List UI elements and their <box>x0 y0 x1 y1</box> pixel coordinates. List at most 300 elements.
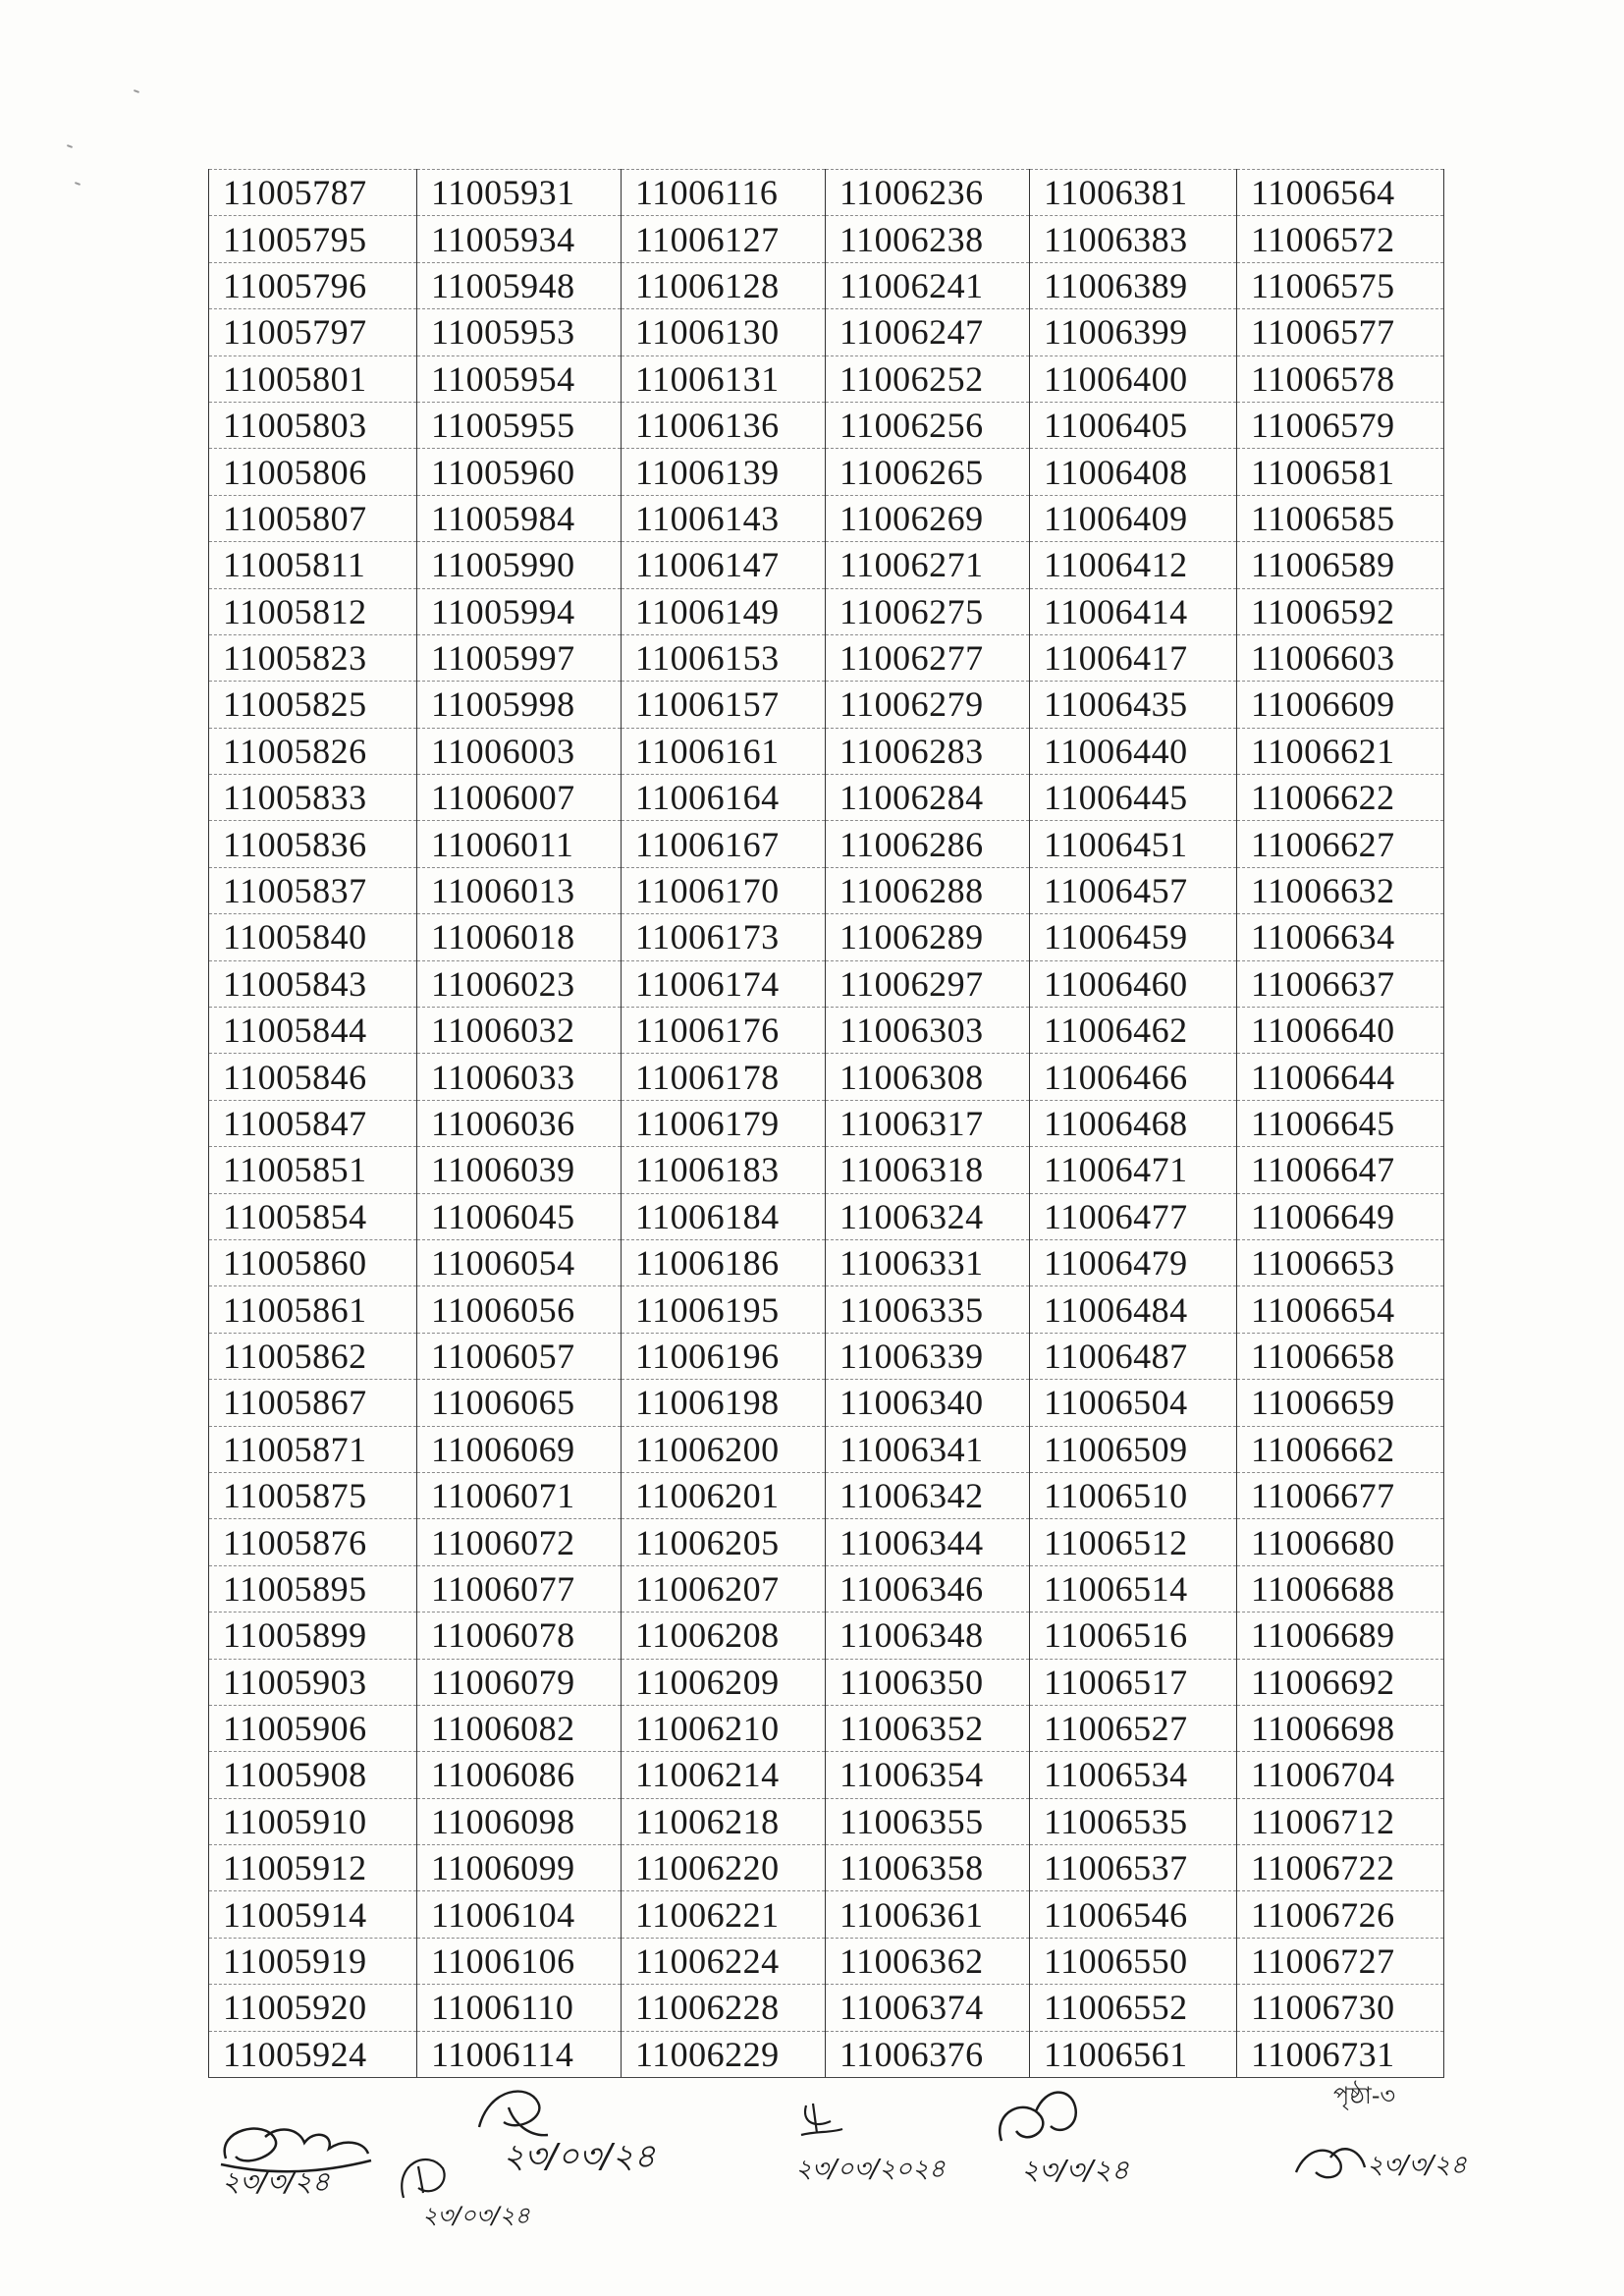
table-row <box>209 1565 1444 1612</box>
id-number-cell: 11006277 <box>826 634 1030 681</box>
id-number-cell: 11006640 <box>1237 1008 1444 1054</box>
id-number-cell: 11006269 <box>826 495 1030 541</box>
table-row <box>209 914 1444 960</box>
id-number-cell: 11005851 <box>209 1147 417 1193</box>
id-number-cell: 11006196 <box>622 1333 826 1379</box>
table-row <box>209 728 1444 774</box>
id-number-cell: 11006275 <box>826 588 1030 634</box>
table-row <box>209 449 1444 495</box>
id-number-cell: 11006110 <box>417 1985 622 2031</box>
id-number-cell: 11006712 <box>1237 1798 1444 1844</box>
id-number-cell: 11005796 <box>209 262 417 308</box>
id-table-body <box>209 170 1444 2078</box>
id-number-cell: 11005998 <box>417 682 622 728</box>
id-number-cell: 11005920 <box>209 1985 417 2031</box>
id-number-cell: 11006362 <box>826 1938 1030 1984</box>
id-number-cell: 11006589 <box>1237 542 1444 588</box>
id-number-cell: 11005826 <box>209 728 417 774</box>
id-number-cell: 11006086 <box>417 1752 622 1798</box>
id-number-cell: 11006417 <box>1030 634 1237 681</box>
table-row <box>209 1705 1444 1751</box>
id-number-cell: 11006358 <box>826 1845 1030 1891</box>
id-number-cell: 11005934 <box>417 216 622 262</box>
id-number-cell: 11006139 <box>622 449 826 495</box>
id-number-cell: 11006079 <box>417 1659 622 1705</box>
id-number-cell: 11006318 <box>826 1147 1030 1193</box>
id-number-cell: 11006504 <box>1030 1380 1237 1426</box>
id-number-cell: 11006654 <box>1237 1286 1444 1333</box>
id-number-cell: 11006288 <box>826 867 1030 913</box>
id-number-cell: 11006072 <box>417 1519 622 1565</box>
id-number-cell: 11006130 <box>622 309 826 355</box>
id-number-cell: 11006200 <box>622 1426 826 1472</box>
id-number-cell: 11006414 <box>1030 588 1237 634</box>
id-number-cell: 11006435 <box>1030 682 1237 728</box>
id-number-cell: 11006161 <box>622 728 826 774</box>
id-number-cell: 11006592 <box>1237 588 1444 634</box>
id-number-cell: 11006688 <box>1237 1565 1444 1612</box>
id-number-cell: 11005787 <box>209 170 417 216</box>
id-number-cell: 11006653 <box>1237 1239 1444 1285</box>
signature-date: ২৩/০৩/২০২৪ <box>795 2155 946 2184</box>
id-number-cell: 11006335 <box>826 1286 1030 1333</box>
table-row <box>209 588 1444 634</box>
id-number-cell: 11006289 <box>826 914 1030 960</box>
id-number-cell: 11006106 <box>417 1938 622 1984</box>
id-number-cell: 11006632 <box>1237 867 1444 913</box>
signature-date: ২৩/৩/২৪ <box>1367 2151 1468 2180</box>
id-number-cell: 11005960 <box>417 449 622 495</box>
id-number-cell: 11005807 <box>209 495 417 541</box>
id-number-cell: 11006374 <box>826 1985 1030 2031</box>
id-number-cell: 11005846 <box>209 1054 417 1100</box>
id-number-cell: 11006131 <box>622 355 826 402</box>
id-number-cell: 11006535 <box>1030 1798 1237 1844</box>
id-number-cell: 11006218 <box>622 1798 826 1844</box>
id-number-cell: 11006209 <box>622 1659 826 1705</box>
id-number-cell: 11006286 <box>826 821 1030 867</box>
id-number-cell: 11006018 <box>417 914 622 960</box>
id-number-cell: 11006279 <box>826 682 1030 728</box>
id-number-cell: 11006164 <box>622 775 826 821</box>
id-number-cell: 11005997 <box>417 634 622 681</box>
table-row <box>209 1054 1444 1100</box>
id-number-cell: 11006186 <box>622 1239 826 1285</box>
table-row <box>209 775 1444 821</box>
table-row <box>209 821 1444 867</box>
id-number-cell: 11006297 <box>826 960 1030 1007</box>
id-number-cell: 11006176 <box>622 1008 826 1054</box>
id-number-cell: 11006457 <box>1030 867 1237 913</box>
id-number-cell: 11005954 <box>417 355 622 402</box>
id-number-cell: 11006208 <box>622 1613 826 1659</box>
id-number-cell: 11006339 <box>826 1333 1030 1379</box>
id-number-cell: 11006198 <box>622 1380 826 1426</box>
id-number-cell: 11006680 <box>1237 1519 1444 1565</box>
id-number-cell: 11006011 <box>417 821 622 867</box>
id-number-cell: 11006032 <box>417 1008 622 1054</box>
id-number-cell: 11005948 <box>417 262 622 308</box>
id-number-cell: 11005803 <box>209 402 417 448</box>
table-row <box>209 1752 1444 1798</box>
id-number-cell: 11006205 <box>622 1519 826 1565</box>
id-number-cell: 11006220 <box>622 1845 826 1891</box>
id-number-cell: 11006099 <box>417 1845 622 1891</box>
id-number-cell: 11006303 <box>826 1008 1030 1054</box>
table-row <box>209 1193 1444 1239</box>
table-row <box>209 1100 1444 1146</box>
id-number-cell: 11005801 <box>209 355 417 402</box>
id-number-cell: 11006201 <box>622 1472 826 1518</box>
id-number-cell: 11006045 <box>417 1193 622 1239</box>
id-number-cell: 11006352 <box>826 1705 1030 1751</box>
id-number-cell: 11006645 <box>1237 1100 1444 1146</box>
id-number-cell: 11006644 <box>1237 1054 1444 1100</box>
id-number-cell: 11006408 <box>1030 449 1237 495</box>
table-row <box>209 1472 1444 1518</box>
id-number-cell: 11006527 <box>1030 1705 1237 1751</box>
id-number-cell: 11005843 <box>209 960 417 1007</box>
id-number-cell: 11006479 <box>1030 1239 1237 1285</box>
signature-scribble <box>791 2094 850 2153</box>
id-number-cell: 11005906 <box>209 1705 417 1751</box>
id-number-cell: 11006471 <box>1030 1147 1237 1193</box>
id-number-cell: 11005912 <box>209 1845 417 1891</box>
id-number-cell: 11006704 <box>1237 1752 1444 1798</box>
id-number-cell: 11005924 <box>209 2031 417 2077</box>
id-number-cell: 11006658 <box>1237 1333 1444 1379</box>
id-number-cell: 11005953 <box>417 309 622 355</box>
id-number-table <box>208 169 1444 2078</box>
scan-speck <box>67 144 73 148</box>
id-number-cell: 11006348 <box>826 1613 1030 1659</box>
table-row <box>209 542 1444 588</box>
id-number-cell: 11005903 <box>209 1659 417 1705</box>
id-number-cell: 11005840 <box>209 914 417 960</box>
table-row <box>209 960 1444 1007</box>
id-number-cell: 11006346 <box>826 1565 1030 1612</box>
id-number-cell: 11006581 <box>1237 449 1444 495</box>
signature-date: ২৩/৩/২৪ <box>222 2165 330 2198</box>
id-number-cell: 11006440 <box>1030 728 1237 774</box>
id-number-cell: 11006221 <box>622 1891 826 1938</box>
id-number-cell: 11006550 <box>1030 1938 1237 1984</box>
id-number-cell: 11006376 <box>826 2031 1030 2077</box>
id-number-cell: 11006127 <box>622 216 826 262</box>
table-row <box>209 355 1444 402</box>
id-number-cell: 11006184 <box>622 1193 826 1239</box>
table-row <box>209 1333 1444 1379</box>
id-number-cell: 11006649 <box>1237 1193 1444 1239</box>
id-number-cell: 11006157 <box>622 682 826 728</box>
id-number-cell: 11006484 <box>1030 1286 1237 1333</box>
id-number-cell: 11006477 <box>1030 1193 1237 1239</box>
id-number-cell: 11006572 <box>1237 216 1444 262</box>
table-row <box>209 170 1444 216</box>
id-number-cell: 11006405 <box>1030 402 1237 448</box>
id-number-cell: 11006077 <box>417 1565 622 1612</box>
id-number-cell: 11005876 <box>209 1519 417 1565</box>
id-number-cell: 11006634 <box>1237 914 1444 960</box>
id-number-cell: 11006128 <box>622 262 826 308</box>
id-number-cell: 11006178 <box>622 1054 826 1100</box>
id-number-cell: 11006252 <box>826 355 1030 402</box>
table-row <box>209 1426 1444 1472</box>
id-number-cell: 11005955 <box>417 402 622 448</box>
id-number-cell: 11006207 <box>622 1565 826 1612</box>
table-row <box>209 1659 1444 1705</box>
id-number-cell: 11005861 <box>209 1286 417 1333</box>
id-number-cell: 11005797 <box>209 309 417 355</box>
id-number-cell: 11006561 <box>1030 2031 1237 2077</box>
id-number-cell: 11005910 <box>209 1798 417 1844</box>
id-number-cell: 11006013 <box>417 867 622 913</box>
id-number-cell: 11006271 <box>826 542 1030 588</box>
id-number-cell: 11005847 <box>209 1100 417 1146</box>
id-number-cell: 11006104 <box>417 1891 622 1938</box>
signature-scribble <box>1286 2133 1375 2192</box>
id-number-cell: 11005899 <box>209 1613 417 1659</box>
id-number-cell: 11005875 <box>209 1472 417 1518</box>
id-number-cell: 11006238 <box>826 216 1030 262</box>
id-number-cell: 11005867 <box>209 1380 417 1426</box>
id-number-cell: 11005837 <box>209 867 417 913</box>
id-number-cell: 11006149 <box>622 588 826 634</box>
id-number-cell: 11006098 <box>417 1798 622 1844</box>
id-number-cell: 11006585 <box>1237 495 1444 541</box>
id-number-cell: 11005931 <box>417 170 622 216</box>
table-row <box>209 1891 1444 1938</box>
id-number-cell: 11006445 <box>1030 775 1237 821</box>
id-number-cell: 11006726 <box>1237 1891 1444 1938</box>
signature-row <box>0 2043 1624 2296</box>
id-number-cell: 11006451 <box>1030 821 1237 867</box>
id-number-cell: 11006071 <box>417 1472 622 1518</box>
id-number-cell: 11006284 <box>826 775 1030 821</box>
scan-speck <box>75 182 81 186</box>
id-number-cell: 11005984 <box>417 495 622 541</box>
id-number-cell: 11006283 <box>826 728 1030 774</box>
id-number-cell: 11006578 <box>1237 355 1444 402</box>
id-number-cell: 11006308 <box>826 1054 1030 1100</box>
table-row <box>209 495 1444 541</box>
table-row <box>209 1519 1444 1565</box>
table-row <box>209 402 1444 448</box>
id-number-cell: 11006147 <box>622 542 826 588</box>
id-number-cell: 11005836 <box>209 821 417 867</box>
id-number-cell: 11005854 <box>209 1193 417 1239</box>
id-number-cell: 11006462 <box>1030 1008 1237 1054</box>
id-number-cell: 11006730 <box>1237 1985 1444 2031</box>
id-number-cell: 11006195 <box>622 1286 826 1333</box>
id-number-cell: 11006621 <box>1237 728 1444 774</box>
id-number-cell: 11005811 <box>209 542 417 588</box>
signature-date: ২৩/০৩/২৪ <box>422 2202 530 2229</box>
id-number-cell: 11006344 <box>826 1519 1030 1565</box>
id-number-cell: 11006399 <box>1030 309 1237 355</box>
id-number-cell: 11006265 <box>826 449 1030 495</box>
id-number-cell: 11006627 <box>1237 821 1444 867</box>
id-number-cell: 11006460 <box>1030 960 1237 1007</box>
id-number-cell: 11006210 <box>622 1705 826 1751</box>
id-number-cell: 11005795 <box>209 216 417 262</box>
id-number-cell: 11006603 <box>1237 634 1444 681</box>
id-number-cell: 11005990 <box>417 542 622 588</box>
id-number-cell: 11006409 <box>1030 495 1237 541</box>
id-number-cell: 11006214 <box>622 1752 826 1798</box>
signature-date: ২৩/০৩/২৪ <box>503 2137 656 2176</box>
table-row <box>209 1008 1444 1054</box>
id-number-cell: 11005871 <box>209 1426 417 1472</box>
id-number-cell: 11006466 <box>1030 1054 1237 1100</box>
id-number-cell: 11006331 <box>826 1239 1030 1285</box>
table-row <box>209 1380 1444 1426</box>
id-number-cell: 11006340 <box>826 1380 1030 1426</box>
id-number-cell: 11006354 <box>826 1752 1030 1798</box>
id-number-cell: 11006007 <box>417 775 622 821</box>
id-number-cell: 11006324 <box>826 1193 1030 1239</box>
id-number-cell: 11006078 <box>417 1613 622 1659</box>
id-number-cell: 11006509 <box>1030 1426 1237 1472</box>
id-number-cell: 11006577 <box>1237 309 1444 355</box>
table-row <box>209 682 1444 728</box>
id-number-cell: 11006167 <box>622 821 826 867</box>
table-row <box>209 1798 1444 1844</box>
id-number-cell: 11006069 <box>417 1426 622 1472</box>
id-number-cell: 11006579 <box>1237 402 1444 448</box>
id-number-cell: 11005812 <box>209 588 417 634</box>
id-number-cell: 11006256 <box>826 402 1030 448</box>
id-number-cell: 11005895 <box>209 1565 417 1612</box>
id-number-cell: 11006517 <box>1030 1659 1237 1705</box>
table-row <box>209 1845 1444 1891</box>
id-number-cell: 11006381 <box>1030 170 1237 216</box>
id-number-cell: 11005862 <box>209 1333 417 1379</box>
id-number-cell: 11006247 <box>826 309 1030 355</box>
id-number-cell: 11006065 <box>417 1380 622 1426</box>
id-number-cell: 11006342 <box>826 1472 1030 1518</box>
id-number-cell: 11006355 <box>826 1798 1030 1844</box>
id-number-cell: 11006143 <box>622 495 826 541</box>
id-number-cell: 11006412 <box>1030 542 1237 588</box>
id-number-cell: 11006677 <box>1237 1472 1444 1518</box>
id-number-cell: 11005914 <box>209 1891 417 1938</box>
id-number-cell: 11005860 <box>209 1239 417 1285</box>
id-number-cell: 11005994 <box>417 588 622 634</box>
id-number-cell: 11006241 <box>826 262 1030 308</box>
table-row <box>209 1938 1444 1984</box>
id-number-cell: 11006459 <box>1030 914 1237 960</box>
table-row <box>209 1286 1444 1333</box>
id-number-cell: 11005823 <box>209 634 417 681</box>
id-number-cell: 11006400 <box>1030 355 1237 402</box>
id-number-cell: 11006510 <box>1030 1472 1237 1518</box>
id-number-cell: 11006056 <box>417 1286 622 1333</box>
id-number-cell: 11006136 <box>622 402 826 448</box>
id-number-cell: 11006174 <box>622 960 826 1007</box>
id-number-cell: 11006153 <box>622 634 826 681</box>
id-number-cell: 11006116 <box>622 170 826 216</box>
table-row <box>209 634 1444 681</box>
id-number-cell: 11006183 <box>622 1147 826 1193</box>
table-row <box>209 262 1444 308</box>
id-number-cell: 11006350 <box>826 1659 1030 1705</box>
id-number-cell: 11006039 <box>417 1147 622 1193</box>
id-number-cell: 11006361 <box>826 1891 1030 1938</box>
table-row <box>209 1239 1444 1285</box>
id-number-cell: 11006698 <box>1237 1705 1444 1751</box>
id-number-cell: 11005806 <box>209 449 417 495</box>
signature-date: ২৩/৩/২৪ <box>1021 2154 1129 2186</box>
id-number-cell: 11006662 <box>1237 1426 1444 1472</box>
id-number-cell: 11005908 <box>209 1752 417 1798</box>
id-number-cell: 11006173 <box>622 914 826 960</box>
id-number-cell: 11006224 <box>622 1938 826 1984</box>
id-number-cell: 11006003 <box>417 728 622 774</box>
id-number-cell: 11006659 <box>1237 1380 1444 1426</box>
id-number-cell: 11006317 <box>826 1100 1030 1146</box>
table-row <box>209 1985 1444 2031</box>
id-number-cell: 11005919 <box>209 1938 417 1984</box>
id-number-cell: 11006552 <box>1030 1985 1237 2031</box>
id-number-cell: 11006054 <box>417 1239 622 1285</box>
page-number-label: পৃষ্ঠা-৩ <box>1333 2082 1396 2109</box>
table-row <box>209 867 1444 913</box>
id-number-cell: 11006622 <box>1237 775 1444 821</box>
id-number-cell: 11006389 <box>1030 262 1237 308</box>
id-number-cell: 11006170 <box>622 867 826 913</box>
id-number-cell: 11006692 <box>1237 1659 1444 1705</box>
id-number-cell: 11006023 <box>417 960 622 1007</box>
id-number-cell: 11006383 <box>1030 216 1237 262</box>
id-number-cell: 11006179 <box>622 1100 826 1146</box>
id-number-cell: 11006341 <box>826 1426 1030 1472</box>
id-number-cell: 11006609 <box>1237 682 1444 728</box>
id-number-cell: 11006512 <box>1030 1519 1237 1565</box>
id-number-cell: 11006637 <box>1237 960 1444 1007</box>
id-number-cell: 11005844 <box>209 1008 417 1054</box>
id-number-cell: 11006564 <box>1237 170 1444 216</box>
id-number-cell: 11006575 <box>1237 262 1444 308</box>
id-number-cell: 11006229 <box>622 2031 826 2077</box>
id-number-cell: 11006114 <box>417 2031 622 2077</box>
scan-speck <box>134 89 139 93</box>
id-number-cell: 11006516 <box>1030 1613 1237 1659</box>
table-row <box>209 1147 1444 1193</box>
id-number-cell: 11006057 <box>417 1333 622 1379</box>
id-number-cell: 11006727 <box>1237 1938 1444 1984</box>
id-number-cell: 11006036 <box>417 1100 622 1146</box>
id-number-cell: 11006689 <box>1237 1613 1444 1659</box>
id-number-cell: 11006487 <box>1030 1333 1237 1379</box>
id-number-cell: 11006468 <box>1030 1100 1237 1146</box>
id-number-cell: 11006731 <box>1237 2031 1444 2077</box>
id-number-cell: 11006534 <box>1030 1752 1237 1798</box>
id-number-cell: 11006546 <box>1030 1891 1237 1938</box>
id-number-cell: 11006537 <box>1030 1845 1237 1891</box>
id-number-cell: 11005833 <box>209 775 417 821</box>
table-row <box>209 216 1444 262</box>
id-number-cell: 11006647 <box>1237 1147 1444 1193</box>
id-number-cell: 11005825 <box>209 682 417 728</box>
id-number-cell: 11006722 <box>1237 1845 1444 1891</box>
table-row <box>209 309 1444 355</box>
id-number-cell: 11006082 <box>417 1705 622 1751</box>
id-number-cell: 11006033 <box>417 1054 622 1100</box>
table-row <box>209 1613 1444 1659</box>
id-number-cell: 11006236 <box>826 170 1030 216</box>
id-number-cell: 11006514 <box>1030 1565 1237 1612</box>
